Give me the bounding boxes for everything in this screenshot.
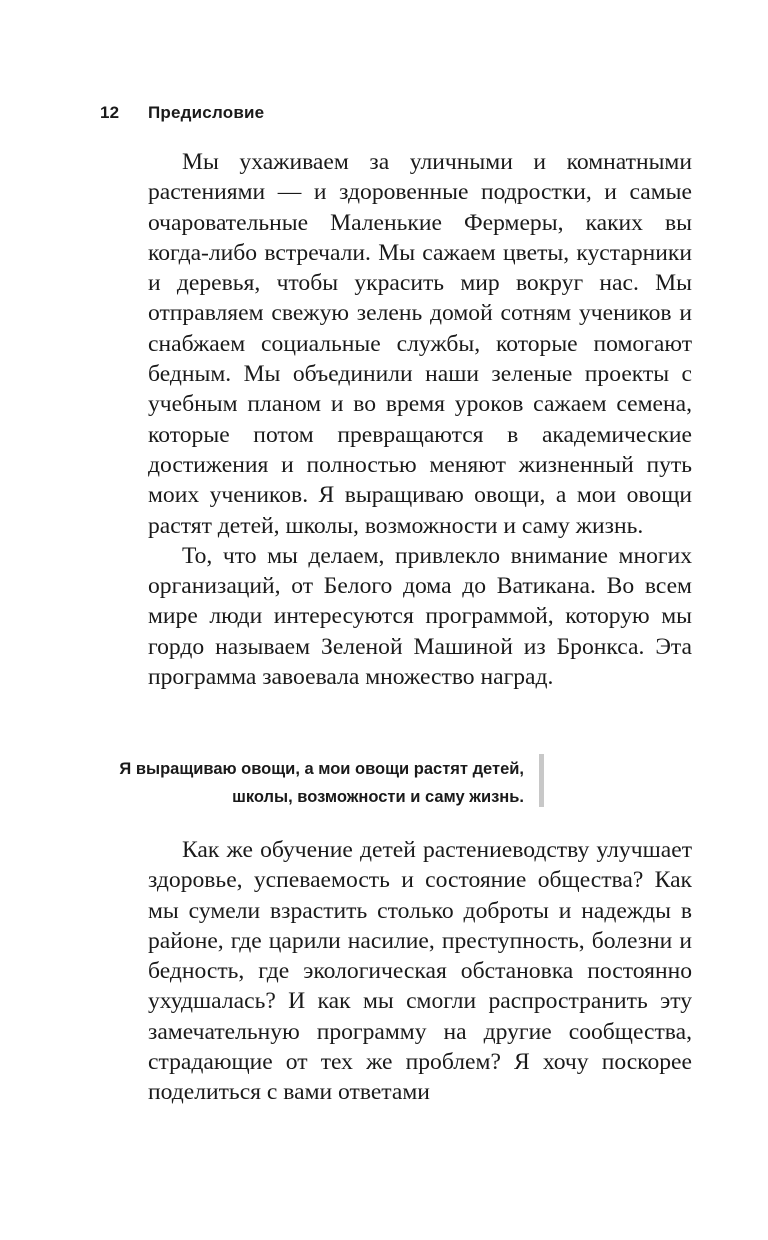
paragraph: Мы ухаживаем за уличными и комнатными растениями — и здоровенные подростки, и самые очаровательные Маленькие Фермеры, каких вы когда-либо встречали. Мы сажаем цветы, кустарники и деревья, чтобы украсить мир вокруг нас. Мы отправляем свежую зелень домой сотням учеников и снабжаем социальные службы, которые помогают бедным. Мы объединили наши зеленые проекты с учебным планом и во время уроков сажаем семена, которые потом превращаются в академические достижения и полностью меняют жизненный путь моих учеников. Я выращиваю овощи, а мои овощи растят детей, школы, возможности и саму жизнь. bbox=[148, 149, 692, 539]
pull-quote-rule bbox=[539, 754, 544, 807]
paragraph: То, что мы делаем, привлекло внимание многих организаций, от Белого дома до Ватикана. Во всем мире люди интересуются программой, которую мы гордо называем Зеленой Машиной из Бронкса. Эта программа завоевала множество наград. bbox=[148, 542, 692, 691]
body-text-bottom bbox=[148, 835, 692, 1108]
paragraph: Как же обучение детей растениеводству улучшает здоровье, успеваемость и состояние общества? Как мы сумели взрастить столько доброты и надежды в районе, где царили насилие, преступность, болезни и бедность, где экологическая обстановка постоянно ухудшалась? И как мы смогли распространить эту замечательную программу на другие сообщества, страдающие от тех же проблем? Я хочу поскорее поделиться с вами ответами bbox=[148, 837, 692, 1106]
pull-quote bbox=[90, 755, 524, 811]
section-title: Предисловие bbox=[148, 103, 265, 122]
body-text-top bbox=[148, 147, 692, 692]
pull-quote-line: Я выращиваю овощи, а мои овощи растят детей, bbox=[119, 760, 524, 778]
pull-quote-line: школы, возможности и саму жизнь. bbox=[232, 788, 524, 806]
page-number: 12 bbox=[100, 103, 120, 122]
running-head bbox=[100, 103, 264, 123]
